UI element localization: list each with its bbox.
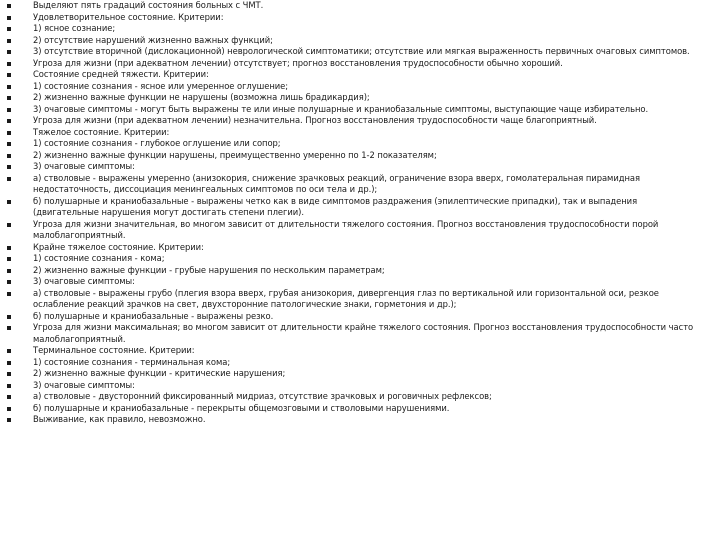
list-item-text: 1) состояние сознания - кома; xyxy=(33,253,165,263)
bullet-square-icon xyxy=(7,154,11,158)
list-item xyxy=(0,150,720,162)
list-item xyxy=(0,0,720,12)
bullet-square-icon xyxy=(7,418,11,422)
list-item xyxy=(0,81,720,93)
list-item xyxy=(0,357,720,369)
bullet-square-icon xyxy=(7,315,11,319)
list-item-text: 2) жизненно важные функции - критические нарушения; xyxy=(33,368,286,378)
list-item-text: а) стволовые - выражены умеренно (анизокория, снижение зрачковых реакций, ограничение взора вверх, гомолатеральная пирамидная недостаточность, диссоциация менингеальных симптомов по оси тела и др.); xyxy=(33,172,640,194)
list-item-text: 3) очаговые симптомы: xyxy=(33,379,135,390)
bullet-square-icon xyxy=(7,292,11,296)
list-item-text: 2) отсутствие нарушений жизненно важных функций; xyxy=(33,34,273,45)
list-item-text: 1) состояние сознания - ясное или умеренное оглушение; xyxy=(33,80,289,91)
list-item xyxy=(0,265,720,277)
bullet-square-icon xyxy=(7,16,11,20)
list-item xyxy=(0,345,720,357)
list-item xyxy=(0,288,720,311)
list-item-text: 3) очаговые симптомы - могут быть выражены те или иные полушарные и краниобазальные симптомы, выступающие чаще избирательно. xyxy=(33,103,649,114)
bullet-square-icon xyxy=(7,280,11,284)
list-item xyxy=(0,322,720,345)
list-item-text: б) полушарные и краниобазальные - выражены резко. xyxy=(33,310,274,321)
list-item xyxy=(0,69,720,81)
list-item-text: а) стволовые - двусторонний фиксированный мидриаз, отсутствие зрачковых и роговичных рефлексов; xyxy=(33,391,492,401)
list-item-text: 1) состояние сознания - глубокое оглушение или сопор; xyxy=(33,138,281,148)
list-item xyxy=(0,253,720,265)
bullet-square-icon xyxy=(7,200,11,204)
bullet-square-icon xyxy=(7,142,11,146)
bullet-square-icon xyxy=(7,131,11,135)
list-item xyxy=(0,311,720,323)
list-item xyxy=(0,138,720,150)
list-item xyxy=(0,127,720,139)
bullet-square-icon xyxy=(7,4,11,8)
list-item xyxy=(0,46,720,58)
list-item xyxy=(0,242,720,254)
list-item-text: 2) жизненно важные функции - грубые нарушения по нескольким параметрам; xyxy=(33,264,385,275)
list-item xyxy=(0,219,720,242)
bullet-square-icon xyxy=(7,361,11,365)
list-item xyxy=(0,368,720,380)
list-item-text: Терминальное состояние. Критерии: xyxy=(33,345,195,355)
list-item-text: Выживание, как правило, невозможно. xyxy=(33,414,206,424)
list-item xyxy=(0,104,720,116)
list-item-text: 3) отсутствие вторичной (дислокационной) неврологической симптоматики; отсутствие или мягкая выраженность первичных очаговых симптомов. xyxy=(33,46,690,56)
bullet-square-icon xyxy=(7,269,11,273)
list-item-text: 2) жизненно важные функции нарушены, преимущественно умеренно по 1-2 показателям; xyxy=(33,149,437,160)
list-item-text: б) полушарные и краниобазальные - выражены четко как в виде симптомов раздражения (эпилептические припадки), так и выпадения (двигательные нарушения могут достигать степени плегии). xyxy=(33,195,638,217)
list-item xyxy=(0,380,720,392)
list-item-text: б) полушарные и краниобазальные - перекрыты общемозговыми и стволовыми нарушениями. xyxy=(33,402,450,413)
list-item xyxy=(0,115,720,127)
bullet-square-icon xyxy=(7,257,11,261)
list-item-text: а) стволовые - выражены грубо (плегия взора вверх, грубая анизокория, дивергенция глаз по вертикальной или горизонтальной оси, резкое ослабление реакций зрачков на свет, двухсторонние патологические знаки, горметония и др.); xyxy=(33,287,659,309)
bullet-square-icon xyxy=(7,39,11,43)
bullet-square-icon xyxy=(7,326,11,330)
bullet-square-icon xyxy=(7,395,11,399)
list-item-text: Угроза для жизни (при адекватном лечении) отсутствует; прогноз восстановления трудоспособности обычно хороший. xyxy=(33,57,563,68)
list-item-text: Состояние средней тяжести. Критерии: xyxy=(33,69,209,79)
list-item xyxy=(0,196,720,219)
bullet-square-icon xyxy=(7,62,11,66)
list-item-text: Удовлетворительное состояние. Критерии: xyxy=(33,11,224,22)
bullet-square-icon xyxy=(7,108,11,112)
list-item-text: Крайне тяжелое состояние. Критерии: xyxy=(33,241,204,252)
bullet-square-icon xyxy=(7,223,11,227)
bullet-square-icon xyxy=(7,349,11,353)
list-item-text: 3) очаговые симптомы: xyxy=(33,276,135,286)
list-item xyxy=(0,12,720,24)
list-item xyxy=(0,276,720,288)
list-item-text: Угроза для жизни значительная, во многом зависит от длительности тяжелого состояния. Прогноз восстановления трудоспособности порой малоблагоприятный. xyxy=(33,218,659,240)
list-item xyxy=(0,414,720,426)
list-item xyxy=(0,23,720,35)
bullet-square-icon xyxy=(7,27,11,31)
list-item-text: Тяжелое состояние. Критерии: xyxy=(33,126,170,137)
list-item xyxy=(0,403,720,415)
list-item xyxy=(0,173,720,196)
list-item xyxy=(0,391,720,403)
list-item-text: Угроза для жизни (при адекватном лечении) незначительна. Прогноз восстановления трудоспособности чаще благоприятный. xyxy=(33,115,597,125)
list-item xyxy=(0,92,720,104)
list-item-text: 1) состояние сознания - терминальная кома; xyxy=(33,356,231,367)
bullet-square-icon xyxy=(7,407,11,411)
list-item-text: 2) жизненно важные функции не нарушены (возможна лишь брадикардия); xyxy=(33,92,370,102)
list-item xyxy=(0,161,720,173)
bullet-square-icon xyxy=(7,119,11,123)
list-item-text: 1) ясное сознание; xyxy=(33,23,116,33)
bullet-square-icon xyxy=(7,246,11,250)
list-item-text: 3) очаговые симптомы: xyxy=(33,161,135,171)
bullet-square-icon xyxy=(7,372,11,376)
bullet-square-icon xyxy=(7,96,11,100)
bullet-square-icon xyxy=(7,177,11,181)
bullet-square-icon xyxy=(7,50,11,54)
bullet-square-icon xyxy=(7,73,11,77)
list-item xyxy=(0,58,720,70)
bullet-square-icon xyxy=(7,165,11,169)
bullet-square-icon xyxy=(7,384,11,388)
list-item-text: Выделяют пять градаций состояния больных с ЧМТ. xyxy=(33,0,264,10)
bullet-square-icon xyxy=(7,85,11,89)
list-item xyxy=(0,35,720,47)
list-item-text: Угроза для жизни максимальная; во многом зависит от длительности крайне тяжелого состояния. Прогноз восстановления трудоспособности часто малоблагоприятный. xyxy=(33,322,694,344)
